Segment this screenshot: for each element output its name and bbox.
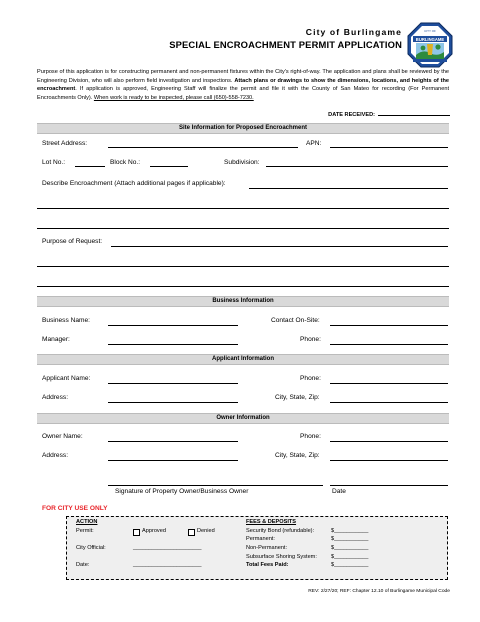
section-header-business: Business Information	[37, 296, 449, 307]
owner-phone-field[interactable]	[330, 441, 448, 442]
intro-inspection-phone: When work is ready to be inspected, please call (650)-558-7230.	[93, 94, 254, 101]
approved-label: Approved	[142, 528, 166, 534]
intro-text-1: Purpose of this application is for constructing permanent and non-permanent fixtures within the City's right-of-way. The application and plans shall be reviewed by the Engineering Division, who will also perform field investigation and inspections.	[37, 69, 449, 84]
purpose-of-request-line-2[interactable]	[37, 266, 449, 267]
describe-encroachment-line-3[interactable]	[37, 228, 449, 229]
applicant-phone-field[interactable]	[330, 383, 448, 384]
city-seal-logo	[407, 22, 453, 68]
apn-field[interactable]	[330, 147, 448, 148]
business-name-field[interactable]	[108, 325, 238, 326]
applicant-city-state-zip-field[interactable]	[330, 402, 448, 403]
business-phone-label: Phone:	[300, 336, 321, 343]
approved-checkbox[interactable]	[133, 529, 140, 536]
page-title: SPECIAL ENCROACHMENT PERMIT APPLICATION	[169, 39, 402, 50]
owner-name-field[interactable]	[108, 441, 238, 442]
contact-on-site-label: Contact On-Site:	[271, 317, 320, 324]
city-official-label: City Official:	[76, 545, 106, 551]
security-bond-amount[interactable]: $___________	[331, 528, 369, 534]
business-name-label: Business Name:	[42, 317, 91, 324]
describe-encroachment-field[interactable]	[249, 188, 448, 189]
applicant-city-state-zip-label: City, State, Zip:	[275, 394, 320, 401]
applicant-name-field[interactable]	[108, 383, 238, 384]
permit-label: Permit:	[76, 528, 94, 534]
intro-paragraph	[37, 68, 449, 102]
security-bond-label: Security Bond (refundable):	[246, 528, 315, 534]
total-fees-label: Total Fees Paid:	[246, 562, 289, 568]
fees-deposits-heading: FEES & DEPOSITS	[246, 519, 297, 525]
shoring-amount[interactable]: $___________	[331, 554, 369, 560]
section-header-applicant: Applicant Information	[37, 354, 449, 365]
action-heading: ACTION	[76, 519, 98, 525]
signature-field[interactable]	[108, 485, 323, 486]
applicant-address-field[interactable]	[108, 402, 238, 403]
subdivision-field[interactable]	[266, 166, 448, 167]
shoring-label: Subsurface Shoring System:	[246, 554, 317, 560]
purpose-of-request-line-3[interactable]	[37, 286, 449, 287]
manager-label: Manager:	[42, 336, 70, 343]
purpose-of-request-label: Purpose of Request:	[42, 238, 103, 245]
revision-note: REV: 2/27/20; REF: Chapter 12.10 of Burlingame Municipal Code	[308, 589, 450, 594]
intro-text-2: . If application is approved, Engineering Staff will finalize the permit and file it with the County of San Mateo for recording (For Permanent Encroachments Only).	[37, 86, 449, 101]
signature-date-field[interactable]	[330, 485, 448, 486]
owner-name-label: Owner Name:	[42, 433, 83, 440]
seal-top-text: CITY OF	[424, 29, 436, 33]
intro-bold-text: Attach plans or drawings to show the dimensions, locations, and heights of the encroachment	[37, 77, 449, 93]
block-no-label: Block No.:	[110, 159, 141, 166]
section-header-owner: Owner Information	[37, 413, 449, 424]
total-fees-amount[interactable]: $___________	[331, 562, 369, 568]
city-use-date-field[interactable]: ______________________	[133, 562, 202, 568]
denied-checkbox[interactable]	[188, 529, 195, 536]
lot-no-field[interactable]	[75, 166, 105, 167]
manager-field[interactable]	[108, 344, 238, 345]
date-received-label: DATE RECEIVED:	[328, 112, 375, 118]
non-permanent-label: Non-Permanent:	[246, 545, 288, 551]
seal-main-text: BURLINGAME	[415, 37, 445, 42]
lot-no-label: Lot No.:	[42, 159, 66, 166]
contact-on-site-field[interactable]	[330, 325, 448, 326]
street-address-field[interactable]	[108, 147, 298, 148]
city-name: City of Burlingame	[305, 27, 402, 37]
owner-city-state-zip-label: City, State, Zip:	[275, 452, 320, 459]
permanent-label: Permanent:	[246, 536, 275, 542]
non-permanent-amount[interactable]: $___________	[331, 545, 369, 551]
street-address-label: Street Address:	[42, 140, 88, 147]
signature-date-label: Date	[332, 488, 346, 495]
applicant-name-label: Applicant Name:	[42, 375, 91, 382]
describe-encroachment-label: Describe Encroachment (Attach additional pages if applicable):	[42, 180, 226, 187]
permanent-amount[interactable]: $___________	[331, 536, 369, 542]
owner-phone-label: Phone:	[300, 433, 321, 440]
purpose-of-request-field[interactable]	[111, 246, 448, 247]
apn-label: APN:	[306, 140, 322, 147]
applicant-phone-label: Phone:	[300, 375, 321, 382]
owner-address-field[interactable]	[108, 460, 238, 461]
section-header-site: Site Information for Proposed Encroachment	[37, 123, 449, 134]
business-phone-field[interactable]	[330, 344, 448, 345]
date-received-field[interactable]	[378, 110, 450, 116]
signature-label: Signature of Property Owner/Business Owner	[115, 488, 249, 495]
city-use-date-label: Date:	[76, 562, 90, 568]
date-received	[290, 110, 450, 118]
city-official-field[interactable]: ______________________	[133, 545, 202, 551]
block-no-field[interactable]	[150, 166, 188, 167]
applicant-address-label: Address:	[42, 394, 69, 401]
city-use-heading: FOR CITY USE ONLY	[42, 505, 108, 512]
owner-address-label: Address:	[42, 452, 69, 459]
denied-label: Denied	[197, 528, 215, 534]
describe-encroachment-line-2[interactable]	[37, 208, 449, 209]
owner-city-state-zip-field[interactable]	[330, 460, 448, 461]
subdivision-label: Subdivision:	[224, 159, 260, 166]
